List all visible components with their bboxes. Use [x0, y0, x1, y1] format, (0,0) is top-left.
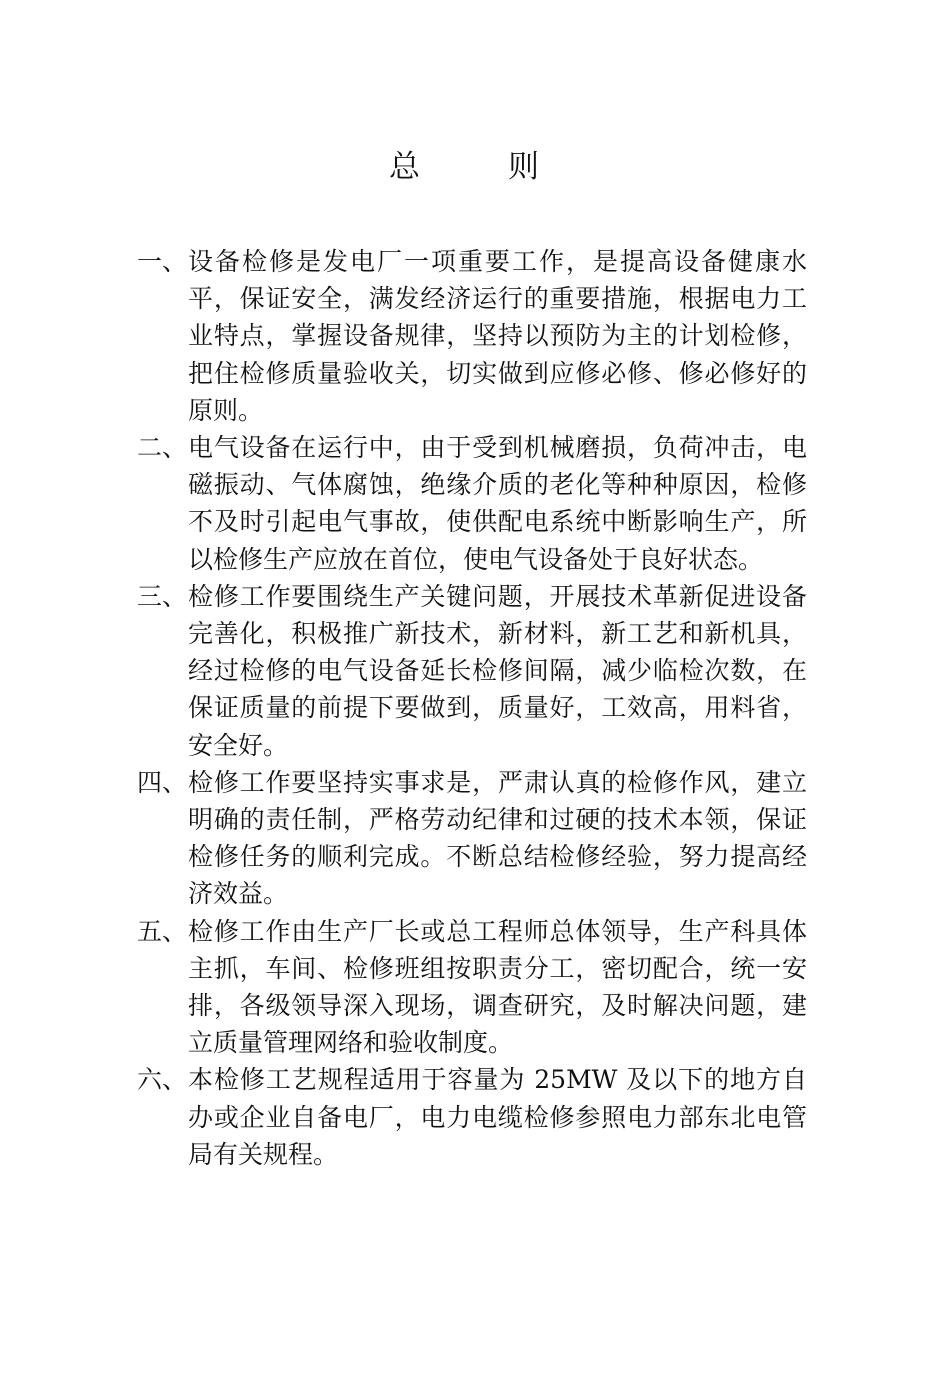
- title-char-1: 总: [389, 149, 420, 185]
- item-number: 三、: [137, 581, 188, 611]
- article-item-5: [137, 913, 807, 1062]
- item-number: 一、: [137, 247, 188, 276]
- article-item-1: [137, 243, 807, 429]
- article-list: [137, 243, 807, 1173]
- article-item-4: [137, 764, 807, 913]
- item-number: 四、: [137, 767, 188, 797]
- item-text: 设备检修是发电厂一项重要工作，是提高设备健康水平，保证安全，满发经济运行的重要措施，根据电力工业特点，掌握设备规律，坚持以预防为主的计划检修，把住检修质量验收关，切实做到应修必修、修必修好的原则。: [188, 247, 807, 425]
- item-text: 本检修工艺规程适用于容量为 25MW 及以下的地方自办或企业自备电厂，电力电缆检修参照电力部东北电管局有关规程。: [188, 1065, 807, 1169]
- item-number: 五、: [137, 916, 188, 946]
- item-number: 二、: [137, 433, 188, 463]
- item-number: 六、: [137, 1065, 188, 1095]
- page-title: [0, 142, 950, 192]
- article-item-2: [137, 429, 807, 578]
- title-char-2: 则: [508, 149, 539, 185]
- article-item-3: [137, 578, 807, 764]
- item-text: 检修工作要围绕生产关键问题，开展技术革新促进设备完善化，积极推广新技术，新材料，新工艺和新机具，经过检修的电气设备延长检修间隔，减少临检次数，在保证质量的前提下要做到，质量好，工效高，用料省，安全好。: [188, 581, 807, 760]
- item-text: 检修工作要坚持实事求是，严肃认真的检修作风，建立明确的责任制，严格劳动纪律和过硬的技术本领，保证检修任务的顺利完成。不断总结检修经验，努力提高经济效益。: [188, 767, 807, 909]
- article-item-6: [137, 1061, 807, 1173]
- item-text: 检修工作由生产厂长或总工程师总体领导，生产科具体主抓，车间、检修班组按职责分工，密切配合，统一安排，各级领导深入现场，调查研究，及时解决问题，建立质量管理网络和验收制度。: [188, 916, 807, 1058]
- item-text: 电气设备在运行中，由于受到机械磨损，负荷冲击，电磁振动、气体腐蚀，绝缘介质的老化等种种原因，检修不及时引起电气事故，使供配电系统中断影响生产，所以检修生产应放在首位，使电气设备处于良好状态。: [188, 433, 807, 574]
